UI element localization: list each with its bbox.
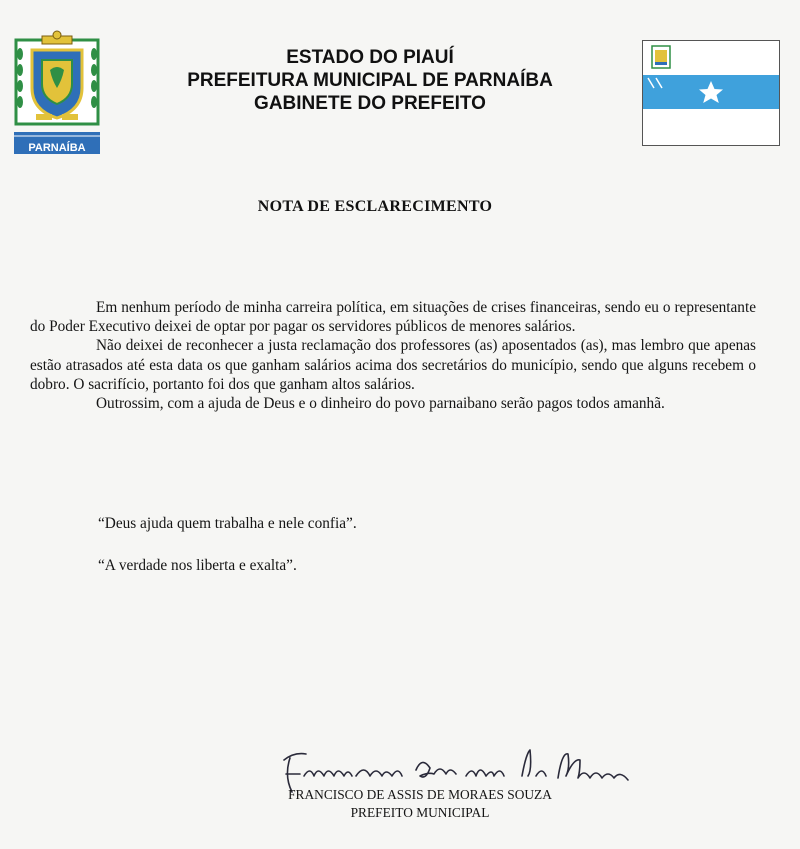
- header-municipality: PREFEITURA MUNICIPAL DE PARNAÍBA: [187, 70, 553, 91]
- paragraph: Outrossim, com a ajuda de Deus e o dinheiro do povo parnaibano serão pagos todos amanhã.: [96, 395, 665, 413]
- header-state: ESTADO DO PIAUÍ: [286, 47, 454, 68]
- page-title: NOTA DE ESCLARECIMENTO: [257, 198, 493, 215]
- piaui-flag-icon: [642, 40, 780, 146]
- statement-body: [30, 298, 756, 413]
- parnaiba-coat-of-arms-icon: [12, 30, 106, 166]
- quote-1: “Deus ajuda quem trabalha e nele confia”.: [98, 515, 357, 532]
- signer-name: FRANCISCO DE ASSIS DE MORAES SOUZA: [288, 787, 552, 802]
- letterhead: [150, 46, 590, 115]
- header-office: GABINETE DO PREFEITO: [254, 93, 486, 114]
- svg-text:PARNAÍBA: PARNAÍBA: [28, 142, 86, 154]
- signer-block: [260, 786, 580, 822]
- quote-2: “A verdade nos liberta e exalta”.: [98, 557, 297, 574]
- paragraph: Não deixei de reconhecer a justa reclamação dos professores (as) aposentados (as), mas lembro que apenas estão atrasados até esta data os que ganham salários acima dos secretários do município, sendo que alguns recebem o dobro. O sacrifício, portanto foi dos que ganham altos salários.: [30, 337, 756, 393]
- paragraph: Em nenhum período de minha carreira política, em situações de crises financeiras, sendo eu o representante do Poder Executivo deixei de optar por pagar os servidores públicos de menores salários.: [30, 299, 756, 336]
- signer-role: PREFEITO MUNICIPAL: [350, 805, 490, 820]
